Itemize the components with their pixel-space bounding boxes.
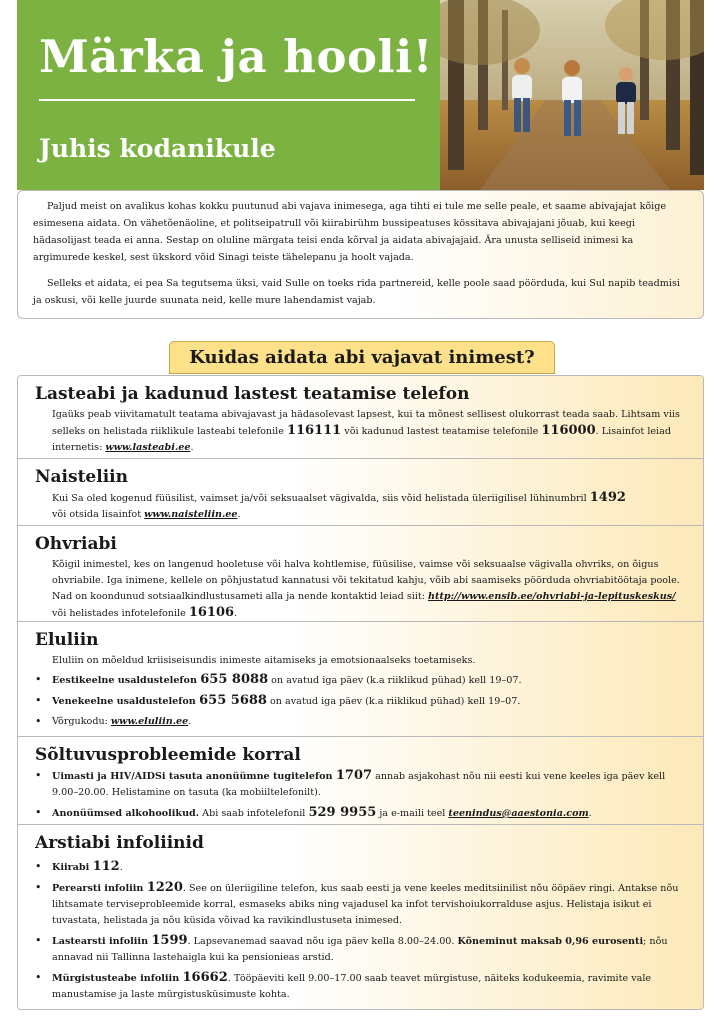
phone-number: 16106: [188, 605, 235, 620]
how-to-help-heading: Kuidas aidata abi vajavat inimest?: [169, 341, 555, 374]
title-divider: [39, 99, 415, 101]
list-item: • Uimasti ja HIV/AIDSi tasuta anonüümne tugitelefon 1707 annab asjakohast nõu nii eesti kui vene keeles iga päev kell 9.00–20.00. Helistamine on tasuta (ka mobiiltelefonilt).: [35, 768, 689, 801]
section-title: Lasteabi ja kadunud lastest teatamise telefon: [35, 384, 470, 404]
header-photo-children-autumn-alley: [440, 0, 704, 190]
phone-number: 16662: [182, 970, 228, 985]
section-lasteabi: [18, 376, 703, 459]
eluliin-link[interactable]: www.eluliin.ee: [110, 716, 189, 727]
phone-number: 655 5688: [199, 693, 267, 708]
phone-number: 1492: [589, 490, 626, 505]
header-banner: [17, 0, 704, 190]
phone-number: 529 9955: [308, 805, 377, 820]
section-title: Arstiabi infoliinid: [35, 833, 204, 853]
lasteabi-link[interactable]: www.lasteabi.ee: [105, 442, 191, 453]
ohvriabi-link[interactable]: http://www.ensib.ee/ohvriabi-ja-lepituskeskus/: [428, 591, 676, 602]
section-soltuvus: [18, 737, 703, 825]
list-item: • Mürgistusteabe infoliin 16662. Tööpäeviti kell 9.00–17.00 saab teavet mürgistuse, näiteks kodukeemia, ravimite vale manustamise ja laste mürgistusküsimuste kohta.: [35, 970, 689, 1003]
intro-paragraph-2: Selleks et aidata, ei pea Sa tegutsema üksi, vaid Sulle on toeks rida partnereid, kelle poole saad pöörduda, kui Sul napib teadmisi ja oskusi, või kelle juurde suunata neid, kelle mure lahendamist vajab.: [33, 278, 680, 306]
intro-paragraph-1: Paljud meist on avalikus kohas kokku puutunud abi vajava inimesega, aga tihti ei tule me selle peale, et saame abivajajat kõige esimesena aidata. On vähetõenäoline, et politseipatrull või kiirabirühm bussipeatuses kössitava abivajajani jõuab, kui keegi hädasolijast teada ei anna. Sestap on oluline märgata teisi enda kõrval ja aidata abivajajaid. Ära unusta selliseid inimesi ka argimurede keskel, sest ükskord võid Sinagi teiste tähelepanu ja hoolt vajada.: [33, 201, 667, 263]
phone-number: 1707: [335, 768, 373, 783]
section-body: Kui Sa oled kogenud füüsilist, vaimset ja/või seksuaalset vägivalda, siis võid helistada üleriigilisel lühinumbril 1492 või otsida lisainfot www.naisteliin.ee.: [52, 490, 626, 520]
section-title: Eluliin: [35, 630, 99, 650]
list-item: • Kiirabi 112.: [35, 859, 689, 876]
eluliin-list: [35, 672, 689, 730]
list-item: • Anonüümsed alkohoolikud. Abi saab infotelefonil 529 9955 ja e-maili teel teenindus@aaestonia.com.: [35, 805, 689, 822]
section-title: Ohvriabi: [35, 534, 117, 554]
help-sections-panel: [17, 375, 704, 1010]
arstiabi-list: [35, 859, 689, 1003]
list-item: • Lastearsti infoliin 1599. Lapsevanemad saavad nõu iga päev kella 8.00–24.00. Kõneminut maksab 0,96 eurosenti; nõu annavad nii Tallinna lastehaigla kui ka pensionieas arstid.: [35, 933, 689, 966]
phone-number: 655 8088: [200, 672, 269, 687]
phone-number: 116111: [286, 423, 342, 438]
soltuvus-list: [35, 768, 689, 822]
phone-number: 1220: [146, 880, 183, 895]
phone-number: 1599: [151, 933, 188, 948]
naisteliin-link[interactable]: www.naisteliin.ee: [144, 509, 238, 520]
header-title-panel: [17, 0, 440, 190]
aa-email-link[interactable]: teenindus@aaestonia.com: [448, 808, 589, 819]
page-title: Märka ja hooli!: [39, 30, 433, 83]
photo-illustration: [440, 0, 704, 190]
phone-number: 112: [92, 859, 120, 874]
section-eluliin: [18, 622, 703, 737]
list-item: • Võrgukodu: www.eluliin.ee.: [35, 714, 689, 730]
intro-text-box: [17, 190, 704, 319]
phone-number: 116000: [541, 423, 596, 438]
section-intro: Eluliin on mõeldud kriisiseisundis inimeste aitamiseks ja emotsionaalseks toetamiseks.: [52, 655, 476, 666]
section-arstiabi: [18, 825, 703, 1010]
section-ohvriabi: [18, 526, 703, 622]
section-naisteliin: [18, 459, 703, 526]
section-body: Igaüks peab viivitamatult teatama abivajavast ja hädasolevast lapsest, kui ta mõnest sellisest olukorrast teada saab. Lihtsam viis selleks on helistada riiklikule lasteabi telefonile 116111 või kadunud lastest teatamise telefonile 116000. Lisainfot leiad internetis: www.lasteabi.ee.: [52, 409, 680, 453]
list-item: • Eestikeelne usaldustelefon 655 8088 on avatud iga päev (k.a riiklikud pühad) kell 19–07.: [35, 672, 689, 689]
section-body: Kõigil inimestel, kes on langenud hooletuse või halva kohtlemise, füüsilise, vaimse või seksuaalse vägivalla ohvriks, on õigus ohvriabile. Iga inimene, kellele on põhjustatud kannatusi või tekitatud kahju, võib abi saamiseks pöörduda ohvriabitöötaja poole. Nad on koondunud sotsiaalkindlustusameti alla ja nende kontaktid leiad siit: http://www.ensib.ee/ohvriabi-ja-lepituskeskus/ või helistades infotelefonile 16106.: [52, 559, 680, 620]
section-title: Naisteliin: [35, 467, 128, 487]
section-title: Sõltuvusprobleemide korral: [35, 745, 301, 765]
list-item: • Venekeelne usaldustelefon 655 5688 on avatud iga päev (k.a riiklikud pühad) kell 19–07.: [35, 693, 689, 710]
page-subtitle: Juhis kodanikule: [39, 134, 276, 163]
list-item: • Perearsti infoliin 1220. See on üleriigiline telefon, kus saab eesti ja vene keeles meditsiinilist nõu ööpäev ringi. Antakse nõu lihtsamate terviseprobleemide korral, esmaseks abiks ning vajadusel ka infot tervishoiukorralduse asjus. Helistaja isikut ei tuvastata, helistada ja nõu küsida võivad ka ravikindlustuseta inimesed.: [35, 880, 689, 929]
